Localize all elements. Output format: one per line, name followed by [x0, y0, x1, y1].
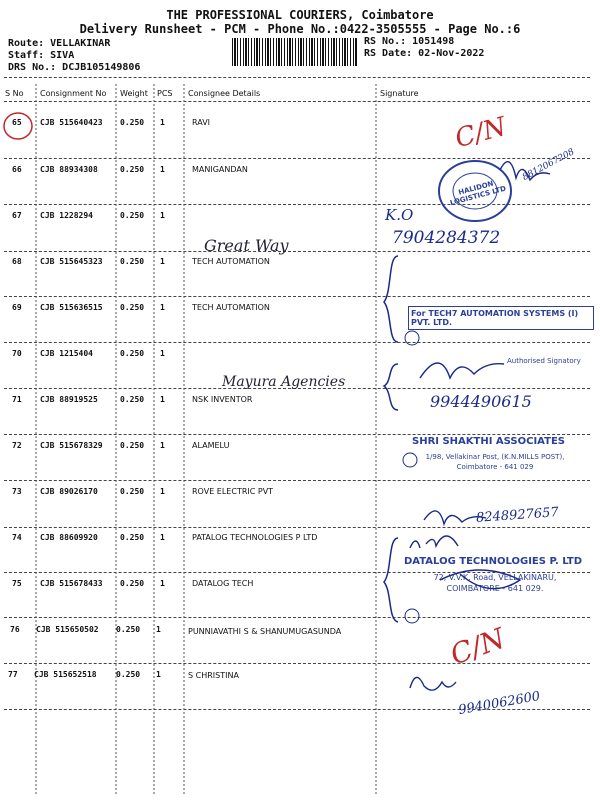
phone-row73: 8248927657 — [475, 505, 560, 526]
rs-date: RS Date: 02-Nov-2022 — [364, 48, 485, 59]
row-consignment: CJB 88609920 — [40, 533, 98, 542]
row-pcs: 1 — [160, 165, 165, 174]
row-consignment: CJB 88919525 — [40, 395, 98, 404]
row-sno: 67 — [12, 211, 22, 220]
shakthi-stamp-name: SHRI SHAKTHI ASSOCIATES — [412, 436, 565, 447]
row-consignee: DATALOG TECH — [192, 579, 254, 588]
mayura-note: Mayura Agencies — [222, 374, 346, 390]
row-pcs: 1 — [160, 395, 165, 404]
phone-row77: 9940062600 — [457, 688, 542, 719]
phone-row66: 8812067208 — [521, 147, 577, 183]
row-consignee: PATALOG TECHNOLOGIES P LTD — [192, 533, 318, 542]
datalog-stamp-name: DATALOG TECHNOLOGIES P. LTD — [404, 556, 583, 567]
shakthi-stamp-address: 1/98, Vellakinar Post, (K.N.MILLS POST), Coimbatore - 641 029 — [425, 453, 565, 471]
row-weight: 0.250 — [120, 395, 145, 404]
staff-label: Staff: SIVA — [8, 50, 75, 61]
drs-number: DRS No.: DCJB105149806 — [8, 62, 141, 73]
datalog-stamp-address: 72, V.V.K. Road, VELLAKINARU, COIMBATORE - 641 029. — [433, 573, 557, 593]
row-sno: 74 — [12, 533, 22, 542]
row-sno: 77 — [8, 670, 18, 679]
row-pcs: 1 — [160, 303, 165, 312]
ko-mark: K.O — [385, 206, 414, 224]
row-consignee: S CHRISTINA — [188, 671, 239, 680]
row-sno: 65 — [12, 118, 22, 127]
row-pcs: 1 — [160, 533, 165, 542]
row-weight: 0.250 — [120, 303, 145, 312]
row-sno: 70 — [12, 349, 22, 358]
row-pcs: 1 — [160, 118, 165, 127]
cn-mark-top: C/N — [451, 111, 510, 155]
row-sno: 73 — [12, 487, 22, 496]
authorised-signatory: Authorised Signatory — [507, 357, 581, 365]
row-sno: 68 — [12, 257, 22, 266]
company-title: THE PROFESSIONAL COURIERS, Coimbatore — [166, 8, 434, 22]
row-consignment: CJB 515645323 — [40, 257, 103, 266]
row-pcs: 1 — [156, 670, 161, 679]
row-weight: 0.250 — [120, 118, 145, 127]
row-weight: 0.250 — [120, 211, 145, 220]
cn-mark-bottom: C/N — [446, 621, 510, 672]
col-weight: Weight — [120, 89, 148, 98]
row-sno: 69 — [12, 303, 22, 312]
row-sno: 75 — [12, 579, 22, 588]
row-weight: 0.250 — [120, 257, 145, 266]
row-consignee: NSK INVENTOR — [192, 395, 253, 404]
row-pcs: 1 — [160, 211, 165, 220]
row-pcs: 1 — [160, 349, 165, 358]
col-consignment: Consignment No — [40, 89, 107, 98]
row-consignee: MANIGANDAN — [192, 165, 248, 174]
row-consignment: CJB 88934308 — [40, 165, 98, 174]
row-pcs: 1 — [160, 579, 165, 588]
row-consignment: CJB 89026170 — [40, 487, 98, 496]
signature-scribbles — [380, 140, 600, 720]
col-consignee: Consignee Details — [188, 89, 261, 98]
row-weight: 0.250 — [120, 579, 145, 588]
row-consignment: CJB 515640423 — [40, 118, 103, 127]
row-pcs: 1 — [160, 441, 165, 450]
runsheet-subtitle: Delivery Runsheet - PCM - Phone No.:0422-3505555 - Page No.:6 — [79, 22, 521, 36]
row-pcs: 1 — [160, 257, 165, 266]
row-weight: 0.250 — [120, 165, 145, 174]
row-pcs: 1 — [160, 487, 165, 496]
row-pcs: 1 — [156, 625, 161, 634]
row-sno: 72 — [12, 441, 22, 450]
col-pcs: PCS — [157, 89, 173, 98]
great-way-note: Great Way — [204, 236, 289, 255]
halidon-stamp-text: HALIDON LOGISTICS LTD — [449, 179, 507, 208]
red-circle-mark — [0, 108, 40, 144]
col-signature: Signature — [380, 89, 419, 98]
row-sno: 71 — [12, 395, 22, 404]
row-weight: 0.250 — [120, 533, 145, 542]
row-consignee: RAVI — [192, 118, 211, 127]
row-weight: 0.250 — [116, 670, 141, 679]
row-consignment: CJB 515678433 — [40, 579, 103, 588]
row-consignment: CJB 515636515 — [40, 303, 103, 312]
row-consignee: ALAMELU — [192, 441, 230, 450]
barcode — [232, 38, 357, 66]
tech7-stamp: For TECH7 AUTOMATION SYSTEMS (I) PVT. LTD. — [408, 306, 594, 330]
row-consignment: CJB 515652518 — [34, 670, 97, 679]
row-sno: 76 — [10, 625, 20, 634]
row-consignment: CJB 1228294 — [40, 211, 93, 220]
phone-row71: 9944490615 — [430, 392, 532, 411]
row-consignment: CJB 1215404 — [40, 349, 93, 358]
row-consignment: CJB 515678329 — [40, 441, 103, 450]
row-weight: 0.250 — [116, 625, 141, 634]
row-consignee: ROVE ELECTRIC PVT — [192, 487, 274, 496]
phone-row67: 7904284372 — [392, 228, 501, 248]
row-weight: 0.250 — [120, 349, 145, 358]
row-consignee: TECH AUTOMATION — [192, 257, 270, 266]
row-sno: 66 — [12, 165, 22, 174]
row-consignment: CJB 515650502 — [36, 625, 99, 634]
row-weight: 0.250 — [120, 487, 145, 496]
route-label: Route: VELLAKINAR — [8, 38, 111, 49]
col-sno: S No — [5, 89, 24, 98]
row-consignee: TECH AUTOMATION — [192, 303, 270, 312]
row-consignee: PUNNIAVATHI S & SHANUMUGASUNDA — [188, 627, 342, 636]
header-divider — [4, 77, 590, 78]
rs-number: RS No.: 1051498 — [364, 36, 455, 47]
row-weight: 0.250 — [120, 441, 145, 450]
